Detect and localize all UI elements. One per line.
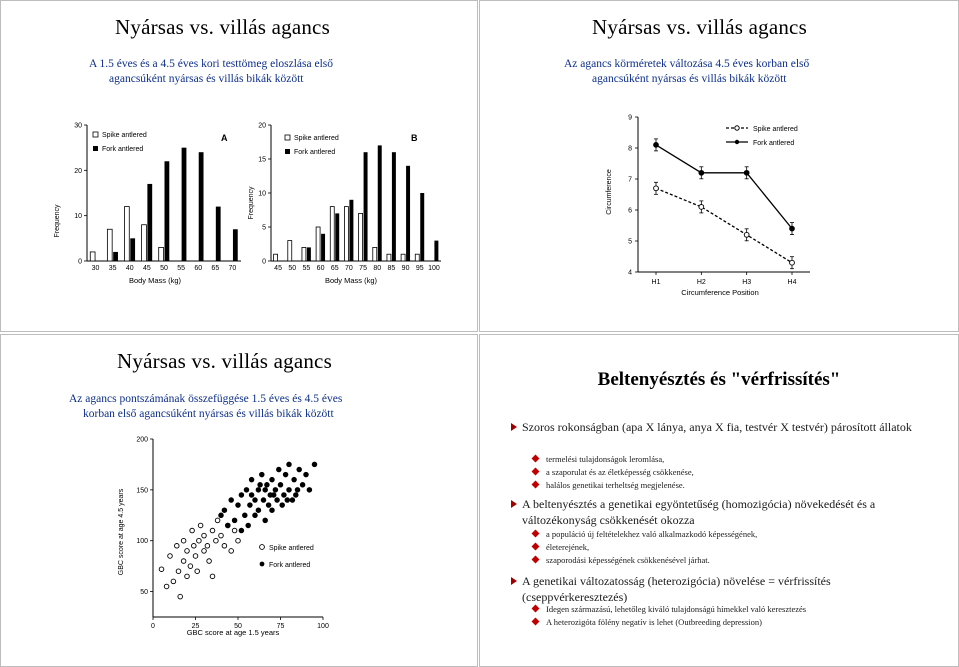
y-tick-label: 7 xyxy=(628,176,632,184)
point-spike xyxy=(175,544,180,549)
series-line-fork xyxy=(656,145,792,229)
point-fork xyxy=(229,498,234,503)
arrow-bullet-icon xyxy=(511,423,517,431)
point-fork xyxy=(246,523,251,528)
x-tick-label: 100 xyxy=(428,265,440,272)
point-fork xyxy=(263,488,268,493)
point-spike xyxy=(202,533,207,538)
point-spike xyxy=(210,528,215,533)
x-tick-label: H3 xyxy=(742,279,752,286)
point-fork xyxy=(287,488,292,493)
x-tick-label: 25 xyxy=(191,623,200,630)
y-tick-label: 5 xyxy=(628,238,632,246)
y-axis-label: Frequency xyxy=(54,204,61,238)
bullet-text: halálos genetikai terheltség megjelenése. xyxy=(546,480,685,490)
point-fork xyxy=(280,503,285,508)
x-tick-label: 50 xyxy=(160,265,168,272)
point-fork xyxy=(283,472,288,477)
legend-fork-label: Fork antlered xyxy=(294,149,336,156)
bar-spike xyxy=(274,254,278,261)
y-tick-label: 0 xyxy=(78,258,82,266)
y-tick-label: 15 xyxy=(258,156,266,164)
x-axis-label: GBC score at age 1.5 years xyxy=(186,628,280,637)
y-axis-label: GBC score at age 4.5 years xyxy=(118,488,125,576)
x-tick-label: 75 xyxy=(359,265,367,272)
bar-spike xyxy=(373,247,377,261)
point-spike xyxy=(190,528,195,533)
paragraph-heterozygosity xyxy=(522,573,922,605)
bullet-text: A heterozigóta fölény negatív is lehet (Outbreeding depression) xyxy=(546,617,762,627)
bar-fork xyxy=(307,247,311,261)
x-tick-label: H1 xyxy=(651,279,661,286)
point-fork xyxy=(744,170,749,175)
point-fork xyxy=(273,488,278,493)
x-tick-label: 55 xyxy=(302,265,311,272)
point-spike xyxy=(193,554,198,559)
x-tick-label: H2 xyxy=(696,279,706,286)
x-tick-label: 70 xyxy=(345,265,353,272)
slide-gbc-score xyxy=(0,334,478,667)
panel-letter: B xyxy=(411,133,418,143)
paragraph-text: A beltenyésztés a genetikai egyöntetűség (homozigócia) növekedését és a változékonyság csökkenését okozza xyxy=(522,497,876,527)
bar-spike xyxy=(107,229,112,261)
diamond-bullet-icon xyxy=(532,556,540,564)
point-spike xyxy=(699,205,704,210)
x-tick-label: 65 xyxy=(211,265,220,272)
legend-spike-marker xyxy=(260,545,265,550)
point-fork xyxy=(266,503,271,508)
point-fork xyxy=(790,226,795,231)
bullet-text: a szaporulat és az életképesség csökkenése, xyxy=(546,467,694,477)
paragraph-homozygosity xyxy=(522,496,922,528)
legend-fork-swatch xyxy=(93,146,98,151)
x-tick-label: 35 xyxy=(108,265,117,272)
x-tick-label: 50 xyxy=(288,265,297,272)
point-spike xyxy=(178,594,183,599)
bar-fork xyxy=(335,213,339,261)
point-fork xyxy=(261,498,266,503)
slide-circumference xyxy=(479,0,959,332)
y-tick-label: 10 xyxy=(258,190,266,198)
point-fork xyxy=(226,523,231,528)
y-tick-label: 150 xyxy=(136,487,148,495)
x-tick-label: 45 xyxy=(274,265,282,272)
point-fork xyxy=(300,482,305,487)
bar-spike xyxy=(288,241,292,261)
y-tick-label: 100 xyxy=(136,538,148,546)
point-spike xyxy=(205,544,210,549)
diamond-bullet-icon xyxy=(532,481,540,489)
slide-title: Nyársas vs. villás agancs xyxy=(117,349,332,373)
bar-fork xyxy=(378,145,382,261)
legend-spike-swatch xyxy=(285,135,290,140)
point-spike xyxy=(214,538,219,543)
bar-spike xyxy=(401,254,405,261)
point-spike xyxy=(222,544,227,549)
bullet-text: életerejének, xyxy=(546,542,590,552)
point-spike xyxy=(210,574,215,579)
paragraph-text: Szoros rokonságban (apa X lánya, anya X fia, testvér X testvér) párosított állatok xyxy=(522,420,912,434)
x-tick-label: 50 xyxy=(234,623,242,630)
x-tick-label: H4 xyxy=(787,279,797,286)
frequency-chart-b xyxy=(245,113,445,303)
point-fork xyxy=(278,482,283,487)
point-fork xyxy=(287,462,292,467)
bullet-item xyxy=(546,554,926,566)
paragraph-text: A genetikai változatosság (heterozigócia) növelése = vérfrissítés (cseppvérkeresztezés) xyxy=(522,574,831,604)
x-tick-label: 100 xyxy=(317,623,329,630)
point-fork xyxy=(256,488,261,493)
point-spike xyxy=(198,523,203,528)
slide-subtitle-line1: Az agancs pontszámának összefüggése 1.5 éves és 4.5 éves xyxy=(69,393,343,405)
x-tick-label: 0 xyxy=(151,623,155,630)
arrow-bullet-icon xyxy=(511,577,517,585)
slide-subtitle-line2: agancsúként nyársas és villás bikák között xyxy=(592,73,787,85)
point-spike xyxy=(192,544,197,549)
bullet-text: szaporodási képességének csökkenésével járhat. xyxy=(546,555,710,565)
point-fork xyxy=(292,477,297,482)
point-spike xyxy=(232,528,237,533)
diamond-bullet-icon xyxy=(532,468,540,476)
point-spike xyxy=(185,549,190,554)
bar-fork xyxy=(199,152,204,261)
point-spike xyxy=(790,260,795,265)
point-fork xyxy=(297,467,302,472)
point-fork xyxy=(277,467,282,472)
slide-title: Nyársas vs. villás agancs xyxy=(592,15,807,39)
bullet-item xyxy=(546,616,926,628)
bar-spike xyxy=(344,207,348,261)
bar-spike xyxy=(159,247,164,261)
diamond-bullet-icon xyxy=(532,455,540,463)
y-tick-label: 30 xyxy=(74,122,82,130)
point-fork xyxy=(253,513,258,518)
point-spike xyxy=(744,232,749,237)
bullet-text: termelési tulajdonságok leromlása, xyxy=(546,454,665,464)
point-fork xyxy=(243,513,248,518)
legend-fork-label: Fork antlered xyxy=(753,140,795,147)
point-fork xyxy=(295,488,300,493)
bullet-item xyxy=(546,603,926,615)
bar-spike xyxy=(330,207,334,261)
y-tick-label: 6 xyxy=(628,207,632,215)
point-fork xyxy=(260,472,265,477)
x-tick-label: 80 xyxy=(373,265,382,272)
legend-spike-marker xyxy=(735,126,739,130)
y-tick-label: 20 xyxy=(258,122,266,130)
x-tick-label: 85 xyxy=(387,265,396,272)
x-axis-label: Circumference Position xyxy=(681,288,759,297)
slide-subtitle-line2: korban első agancsúként nyársas és villás bikák között xyxy=(83,408,334,420)
slide-title: Beltenyésztés és "vérfrissítés" xyxy=(597,369,841,390)
diamond-bullet-icon xyxy=(532,618,540,626)
bullet-item xyxy=(546,528,926,540)
slide-body-mass xyxy=(0,0,478,332)
point-spike xyxy=(185,574,190,579)
point-spike xyxy=(159,567,164,572)
bar-spike xyxy=(90,252,95,261)
slide-subtitle-line1: A 1.5 éves és a 4.5 éves kori testtömeg eloszlása első xyxy=(89,58,333,70)
bar-spike xyxy=(359,213,363,261)
point-fork xyxy=(265,482,270,487)
slide-subtitle-line2: agancsúként nyársas és villás bikák között xyxy=(109,73,304,85)
point-fork xyxy=(236,503,241,508)
circumference-chart xyxy=(598,107,828,307)
point-fork xyxy=(312,462,317,467)
point-fork xyxy=(294,493,299,498)
point-spike xyxy=(219,533,224,538)
point-fork xyxy=(654,143,659,148)
point-fork xyxy=(285,498,290,503)
bar-fork xyxy=(321,234,325,261)
y-tick-label: 10 xyxy=(74,213,82,221)
y-axis-label: Circumference xyxy=(606,169,613,215)
y-tick-label: 50 xyxy=(140,589,148,597)
point-spike xyxy=(229,549,234,554)
x-axis-label: Body Mass (kg) xyxy=(128,276,182,285)
legend-spike-swatch xyxy=(93,132,98,137)
x-tick-label: 55 xyxy=(177,265,186,272)
y-tick-label: 4 xyxy=(628,269,632,277)
bar-spike xyxy=(415,254,419,261)
x-tick-label: 90 xyxy=(401,265,410,272)
slide-inbreeding xyxy=(479,334,959,667)
point-spike xyxy=(188,564,193,569)
legend-fork-label: Fork antlered xyxy=(102,146,144,153)
point-spike xyxy=(171,579,176,584)
bar-spike xyxy=(124,207,129,261)
legend-spike-label: Spike antlered xyxy=(753,126,798,133)
x-tick-label: 75 xyxy=(276,623,285,630)
legend-fork-marker xyxy=(735,140,739,144)
point-spike xyxy=(197,538,202,543)
bullet-item xyxy=(546,453,926,465)
bar-fork xyxy=(406,166,410,261)
bullet-item xyxy=(546,541,926,553)
y-tick-label: 0 xyxy=(262,258,266,266)
point-spike xyxy=(202,549,207,554)
bullet-item xyxy=(546,466,926,478)
point-fork xyxy=(258,482,263,487)
y-tick-label: 8 xyxy=(628,145,632,153)
point-fork xyxy=(282,493,287,498)
point-fork xyxy=(307,488,312,493)
bar-fork xyxy=(364,152,368,261)
point-fork xyxy=(271,493,276,498)
slide-subtitle-line1: Az agancs körméretek változása 4.5 éves korban első xyxy=(564,58,810,70)
point-fork xyxy=(253,498,258,503)
point-fork xyxy=(248,503,253,508)
bar-spike xyxy=(387,254,391,261)
bar-spike xyxy=(316,227,320,261)
point-fork xyxy=(232,518,237,523)
point-fork xyxy=(304,472,309,477)
point-spike xyxy=(176,569,181,574)
x-tick-label: 45 xyxy=(142,265,151,272)
legend-fork-marker xyxy=(260,562,265,567)
slide-title: Nyársas vs. villás agancs xyxy=(115,15,330,39)
x-tick-label: 60 xyxy=(316,265,325,272)
diamond-bullet-icon xyxy=(532,605,540,613)
point-fork xyxy=(239,493,244,498)
point-fork xyxy=(263,518,268,523)
bar-fork xyxy=(392,152,396,261)
point-spike xyxy=(654,186,659,191)
point-fork xyxy=(699,170,704,175)
bullet-text: a populáció új feltételekhez való alkalmazkodó képességének, xyxy=(546,529,758,539)
x-tick-label: 65 xyxy=(330,265,339,272)
x-tick-label: 95 xyxy=(415,265,424,272)
diamond-bullet-icon xyxy=(532,543,540,551)
point-fork xyxy=(275,498,280,503)
point-spike xyxy=(181,559,186,564)
gbc-scatter-chart xyxy=(109,427,349,652)
bar-spike xyxy=(142,225,147,261)
point-spike xyxy=(181,538,186,543)
point-fork xyxy=(270,477,275,482)
point-spike xyxy=(207,559,212,564)
bullet-item xyxy=(546,479,926,491)
legend-fork-label: Fork antlered xyxy=(269,562,311,569)
bar-fork xyxy=(434,241,438,261)
point-fork xyxy=(270,508,275,513)
panel-letter: A xyxy=(221,133,228,143)
point-spike xyxy=(236,538,241,543)
x-tick-label: 70 xyxy=(228,265,237,272)
bar-spike xyxy=(302,247,306,261)
bar-fork xyxy=(349,200,353,261)
bar-fork xyxy=(420,193,424,261)
point-fork xyxy=(290,498,295,503)
point-fork xyxy=(222,508,227,513)
point-spike xyxy=(164,584,169,589)
paragraph-close-kinship xyxy=(522,419,922,435)
y-axis-label: Frequency xyxy=(248,186,255,220)
legend-fork-swatch xyxy=(285,149,290,154)
x-axis-label: Body Mass (kg) xyxy=(324,276,378,285)
bar-fork xyxy=(113,252,118,261)
series-line-spike xyxy=(656,188,792,262)
legend-spike-label: Spike antlered xyxy=(102,132,147,139)
point-spike xyxy=(168,554,173,559)
bar-fork xyxy=(233,229,238,261)
y-tick-label: 200 xyxy=(136,436,148,444)
legend-spike-label: Spike antlered xyxy=(294,135,339,142)
frequency-chart-a xyxy=(51,113,241,303)
arrow-bullet-icon xyxy=(511,500,517,508)
y-tick-label: 20 xyxy=(74,167,82,175)
point-fork xyxy=(239,528,244,533)
point-fork xyxy=(249,493,254,498)
y-tick-label: 5 xyxy=(262,224,266,232)
bar-fork xyxy=(147,184,152,261)
diamond-bullet-icon xyxy=(532,530,540,538)
bullet-text: Idegen származású, lehetőleg kiváló tulajdonságú hímekkel való keresztezés xyxy=(546,604,807,614)
point-fork xyxy=(256,508,261,513)
point-spike xyxy=(195,569,200,574)
y-tick-label: 9 xyxy=(628,114,632,122)
bar-fork xyxy=(216,207,221,261)
legend-spike-label: Spike antlered xyxy=(269,545,314,552)
x-tick-label: 40 xyxy=(125,265,134,272)
bar-fork xyxy=(182,148,187,261)
point-fork xyxy=(219,513,224,518)
bar-fork xyxy=(165,161,170,261)
point-fork xyxy=(244,488,249,493)
x-tick-label: 30 xyxy=(91,265,100,272)
x-tick-label: 60 xyxy=(194,265,203,272)
point-fork xyxy=(249,477,254,482)
bar-fork xyxy=(130,238,135,261)
point-spike xyxy=(215,518,220,523)
